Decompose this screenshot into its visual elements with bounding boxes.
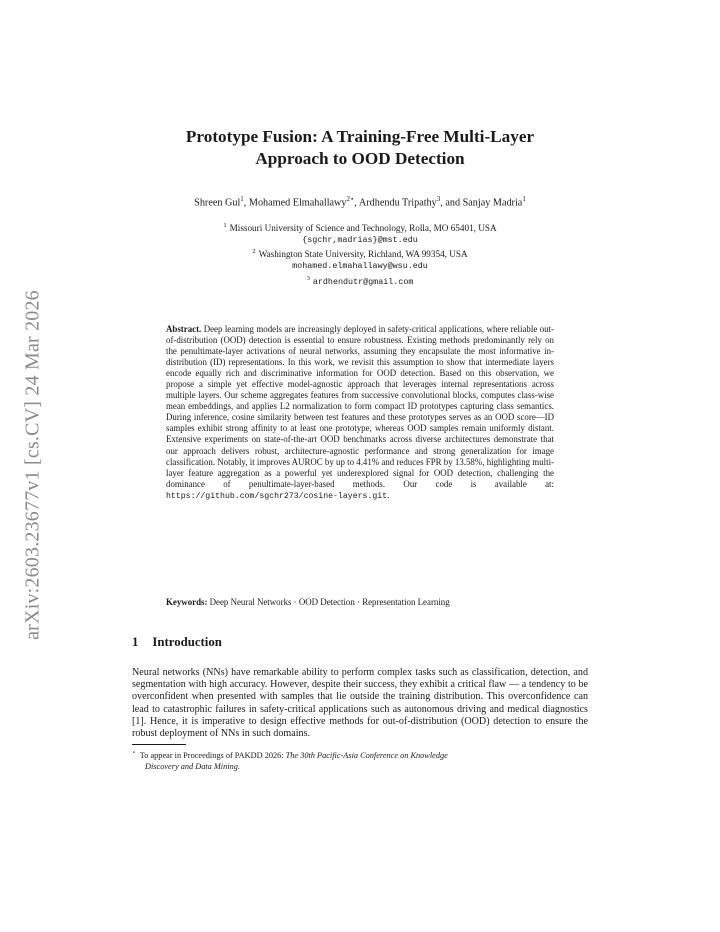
author-separator: , [243, 197, 249, 209]
abstract-end: . [387, 489, 390, 500]
section-title: Introduction [152, 635, 222, 649]
keywords [166, 597, 554, 608]
author-name: Sanjay Madria [462, 197, 523, 209]
abstract [166, 324, 554, 502]
affiliation-email: ardhendutr@gmail.com [312, 276, 414, 287]
affiliation-email: {sgchr,madrias}@mst.edu [302, 234, 418, 245]
affiliation-text: Missouri University of Science and Technology, Rolla, MO 65401, USA [229, 223, 497, 234]
author-affiliation-mark: 2⋆ [346, 195, 355, 203]
author-separator: , and [440, 197, 463, 209]
section-number: 1 [132, 635, 139, 649]
footnote-venue: The 30th Pacific-Asia Conference on Knowledge [285, 750, 448, 760]
affiliation-text: Washington State University, Richland, WA 99354, USA [258, 249, 468, 260]
code-link[interactable]: https://github.com/sgchr273/cosine-layers.git [166, 491, 388, 501]
footnote-text: To appear in Proceedings of PAKDD 2026: [139, 750, 284, 760]
affiliation-number: 2 [252, 248, 256, 256]
affiliation-line [132, 273, 588, 289]
author-affiliation-mark: 3 [436, 195, 441, 203]
introduction-paragraph: Neural networks (NNs) have remarkable ability to perform complex tasks such as classification, detection, and segmentation with high accuracy. However, despite their success, they exhibit a critical flaw — a tendency to be overconfident when presented with samples that lie outside the training distribution. This overconfidence can lead to catastrophic failures in safety-critical applications such as autonomous driving and medical diagnostics [1]. Hence, it is imperative to design effective methods for out-of-distribution (OOD) detection to ensure the robust deployment of NNs in such domains. [132, 667, 588, 740]
footnote-venue-line-2: Discovery and Data Mining. [145, 761, 240, 771]
author-list [132, 195, 588, 208]
affiliation-line [132, 220, 588, 235]
title-line-1: Prototype Fusion: A Training-Free Multi-Layer [185, 127, 535, 146]
footnote-marker: ⋆ [132, 750, 136, 756]
section-heading [132, 635, 222, 650]
author-affiliation-mark: 1 [522, 195, 526, 203]
keywords-text: Deep Neural Networks · OOD Detection · Representation Learning [209, 597, 450, 607]
affiliation-list [132, 220, 588, 288]
author-separator: , [354, 197, 359, 209]
arxiv-identifier: arXiv:2603.23677v1 [cs.CV] 24 Mar 2026 [21, 290, 44, 640]
author-name: Ardhendu Tripathy [358, 197, 437, 209]
paper-title [132, 126, 588, 170]
abstract-text: Deep learning models are increasingly deployed in safety-critical applications, where reliable out-of-distribution (OOD) detection is essential to ensure robustness. Existing methods predominantly rely on the penultimate-layer activations of neural networks, assuming they encapsulate the most informative in-distribution (ID) representations. In this work, we revisit this assumption to show that intermediate layers encode equally rich and discriminative information for OOD detection. Based on this observation, we propose a simple yet effective model-agnostic approach that leverages internal representations across multiple layers. Our scheme aggregates features from successive convolutional blocks, computes class-wise mean embeddings, and applies L2 normalization to form compact ID prototypes capturing class semantics. During inference, cosine similarity between test features and these prototypes serves as an OOD score—ID samples exhibit strong affinity to at least one prototype, whereas OOD samples remain uniformly distant. Extensive experiments on state-of-the-art OOD benchmarks across diverse architectures demonstrate that our approach delivers robust, architecture-agnostic performance and strong generalization for image classification. Notably, it improves AUROC by up to 4.41% and reduces FPR by 13.58%, highlighting multi-layer feature aggregation as a powerful yet underexplored signal for OOD detection, challenging the dominance of penultimate-layer-based methods. Our code is available at: [166, 324, 554, 489]
abstract-label: Abstract. [166, 324, 202, 334]
affiliation-number: 3 [306, 274, 310, 282]
footnote [132, 748, 588, 772]
title-line-2: Approach to OOD Detection [255, 149, 465, 168]
author-affiliation-mark: 1 [240, 195, 244, 203]
keywords-label: Keywords: [166, 597, 208, 607]
affiliation-email: mohamed.elmahallawy@wsu.edu [292, 260, 428, 271]
footnote-divider [132, 744, 186, 745]
affiliation-number: 1 [223, 222, 227, 229]
author-name: Shreen Gul [194, 197, 241, 209]
author-name: Mohamed Elmahallawy [248, 197, 347, 209]
affiliation-line [132, 246, 588, 261]
